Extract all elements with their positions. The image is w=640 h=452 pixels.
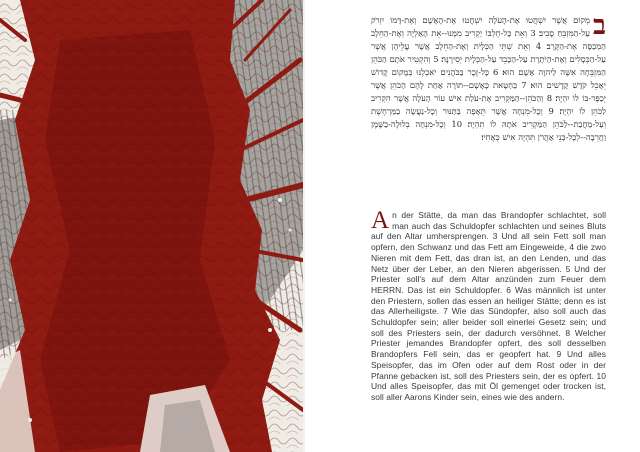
german-dropcap: A — [371, 207, 390, 234]
page-gutter — [303, 0, 305, 452]
hebrew-text-block — [371, 10, 607, 144]
abstract-painting — [0, 0, 303, 452]
german-body-text: n der Stätte, da man das Brandopfer schlachtet, soll man auch das Schuldopfer schlachten und seines Bluts auf den Altar umhersprengen. 3 Und all sein Fett soll man opfern, den Schwanz und das Fett am Eingeweide, 4 die zwo Nieren mit dem Fett, das dran ist, an den Lenden, und das Netz über der Leber, an den Nieren abgerissen. 5 Und der Priester soll's auf dem Altar anzünden zum Feuer dem HERRN. Das ist ein Schuldopfer. 6 Was männlich ist unter den Priestern, sollen das essen an heiliger Stätte; denn es ist das Allerheiligste. 7 Wie das Sündopfer, also soll auch das Schuldopfer sein; aller beider soll einerlei Gesetz sein; und soll des Priesters sein, der dadurch versöhnet. 8 Welcher Priester jemandes Brandopfer opfert, des soll desselben Brandopfers Fell sein, das er geopfert hat. 9 Und alles Speisopfer, das im Ofen oder auf dem Rost oder in der Pfanne gebacken ist, soll des Priesters sein, der es opfert. 10 Und alles Speisopfer, das mit Öl gemenget oder trocken ist, soll aller Aarons Kinder sein, eines wie des andern. — [371, 210, 606, 402]
paint-splash-image — [0, 0, 303, 452]
german-text-block — [371, 207, 606, 403]
hebrew-dropcap: ב — [592, 10, 606, 41]
hebrew-body-text: מְקוֹם אֲשֶׁר יִשְׁחֲטוּ אֶת-הָעֹלָה יִשְׁחֲטוּ אֶת-הָאָשָׁם וְאֶת-דָּמוֹ יִזְרֹק עַל-הַמִּזְבֵּחַ סָבִיב׃ 3 וְאֵת כָּל-חֶלְבּוֹ יַקְרִיב מִמֶּנּוּ--אֵת הָאַלְיָה וְאֶת-הַחֵלֶב הַמְכַסֶּה אֶת-הַקֶּרֶב׃ 4 וְאֵת שְׁתֵּי הַכְּלָיֹת וְאֶת-הַחֵלֶב אֲשֶׁר עֲלֵיהֶן אֲשֶׁר עַל-הַכְּסָלִים וְאֶת-הַיֹּתֶרֶת עַל-הַכָּבֵד עַל-הַכְּלָיֹת יְסִירֶנָּה׃ 5 וְהִקְטִיר אֹתָם הַכֹּהֵן הַמִּזְבֵּחָה אִשֶּׁה לַיהוָה אָשָׁם הוּא׃ 6 כָּל-זָכָר בַּכֹּהֲנִים יֹאכְלֶנּוּ בְּמָקוֹם קָדוֹשׁ יֵאָכֵל קֹדֶשׁ קָדָשִׁים הוּא׃ 7 כַּחַטָּאת כָּאָשָׁם--תּוֹרָה אַחַת לָהֶם הַכֹּהֵן אֲשֶׁר יְכַפֶּר-בּוֹ לוֹ יִהְיֶה׃ 8 וְהַכֹּהֵן--הַמַּקְרִיב אֶת-עֹלַת אִישׁ עוֹר הָעֹלָה אֲשֶׁר הִקְרִיב לַכֹּהֵן לוֹ יִהְיֶה׃ 9 וְכָל-מִנְחָה אֲשֶׁר תֵּאָפֶה בַּתַּנּוּר וְכָל-נַעֲשָׂה בַמַּרְחֶשֶׁת וְעַל-מַחֲבַת--לַכֹּהֵן הַמַּקְרִיב אֹתָהּ לוֹ תִהְיֶה׃ 10 וְכָל-מִנְחָה בְלוּלָה-בַשֶּׁמֶן וַחֲרֵבָה--לְכָל-בְּנֵי אַהֲרֹן תִּהְיֶה אִישׁ כְּאָחִיו׃ — [371, 15, 607, 143]
